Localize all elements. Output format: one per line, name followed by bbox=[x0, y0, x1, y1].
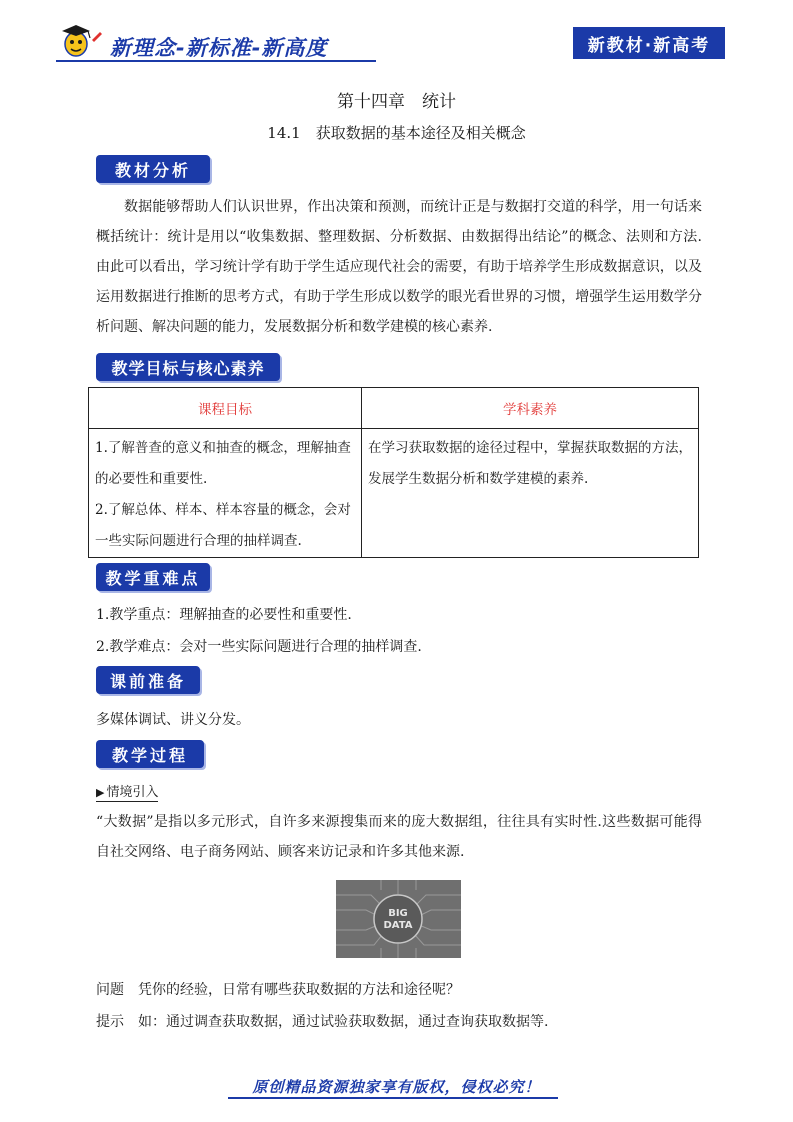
page-header bbox=[0, 0, 793, 70]
section-label-preparation: 课前准备 bbox=[96, 666, 200, 694]
course-goal-1: 1.了解普查的意义和抽查的概念，理解抽查的必要性和重要性. bbox=[95, 440, 351, 487]
big-data-text-2: DATA bbox=[383, 920, 413, 931]
big-data-image bbox=[336, 880, 461, 958]
table-cell-literacy: 在学习获取数据的途径过程中，掌握获取数据的方法，发展学生数据分析和数学建模的素养. bbox=[362, 429, 699, 558]
table-header-row bbox=[89, 388, 699, 429]
table-cell-course-goals bbox=[89, 429, 362, 558]
header-badge: 新教材·新高考 bbox=[573, 27, 725, 59]
course-goal-2: 2.了解总体、样本、样本容量的概念，会对一些实际问题进行合理的抽样调查. bbox=[95, 502, 351, 549]
table-row bbox=[89, 429, 699, 558]
triangle-right-icon: ▶ bbox=[96, 786, 105, 799]
hint-text: 提示 如：通过调查获取数据，通过试验获取数据，通过查询获取数据等. bbox=[96, 1014, 549, 1030]
table-header-literacy: 学科素养 bbox=[362, 388, 699, 429]
section-label-process: 教学过程 bbox=[96, 740, 204, 768]
key-point: 1.教学重点：理解抽查的必要性和重要性. bbox=[96, 607, 352, 623]
header-slogan: 新理念-新标准-新高度 bbox=[110, 36, 328, 60]
section-label-analysis: 教材分析 bbox=[96, 155, 210, 183]
preparation-text: 多媒体调试、讲义分发。 bbox=[96, 712, 250, 728]
difficult-point: 2.教学难点：会对一些实际问题进行合理的抽样调查. bbox=[96, 639, 422, 655]
question-text: 问题 凭你的经验，日常有哪些获取数据的方法和途径呢？ bbox=[96, 982, 460, 998]
section-label-goals: 教学目标与核心素养 bbox=[96, 353, 280, 381]
table-header-course-goals: 课程目标 bbox=[89, 388, 362, 429]
goals-table bbox=[88, 387, 699, 558]
footer-underline bbox=[228, 1097, 558, 1099]
mascot-logo-icon bbox=[56, 22, 104, 60]
header-underline bbox=[56, 60, 376, 62]
scene-paragraph: “大数据”是指以多元形式，自许多来源搜集而来的庞大数据组，往往具有实时性.这些数据可能得自社交网络、电子商务网站、顾客来访记录和许多其他来源. bbox=[96, 814, 702, 860]
footer-copyright: 原创精品资源独家享有版权，侵权必究！ bbox=[252, 1078, 541, 1096]
analysis-paragraph: 数据能够帮助人们认识世界，作出决策和预测，而统计正是与数据打交道的科学，用一句话来概括统计：统计是用以“收集数据、整理数据、分析数据、由数据得出结论”的概念、法则和方法.由此可以看出，学习统计学有助于学生适应现代社会的需要，有助于培养学生形成数据意识，以及运用数据进行推断的思考方式，有助于学生形成以数学的眼光看世界的习惯，增强学生运用数学分析问题、解决问题的能力，发展数据分析和数学建模的核心素养. bbox=[96, 199, 702, 335]
chapter-title: 第十四章 统计 bbox=[337, 92, 456, 112]
section-label-difficulties: 教学重难点 bbox=[96, 563, 210, 591]
scene-intro-label: ▶ 情境引入 bbox=[96, 781, 158, 802]
big-data-text-1: BIG bbox=[388, 908, 408, 919]
section-title: 14.1 获取数据的基本途径及相关概念 bbox=[267, 124, 526, 142]
